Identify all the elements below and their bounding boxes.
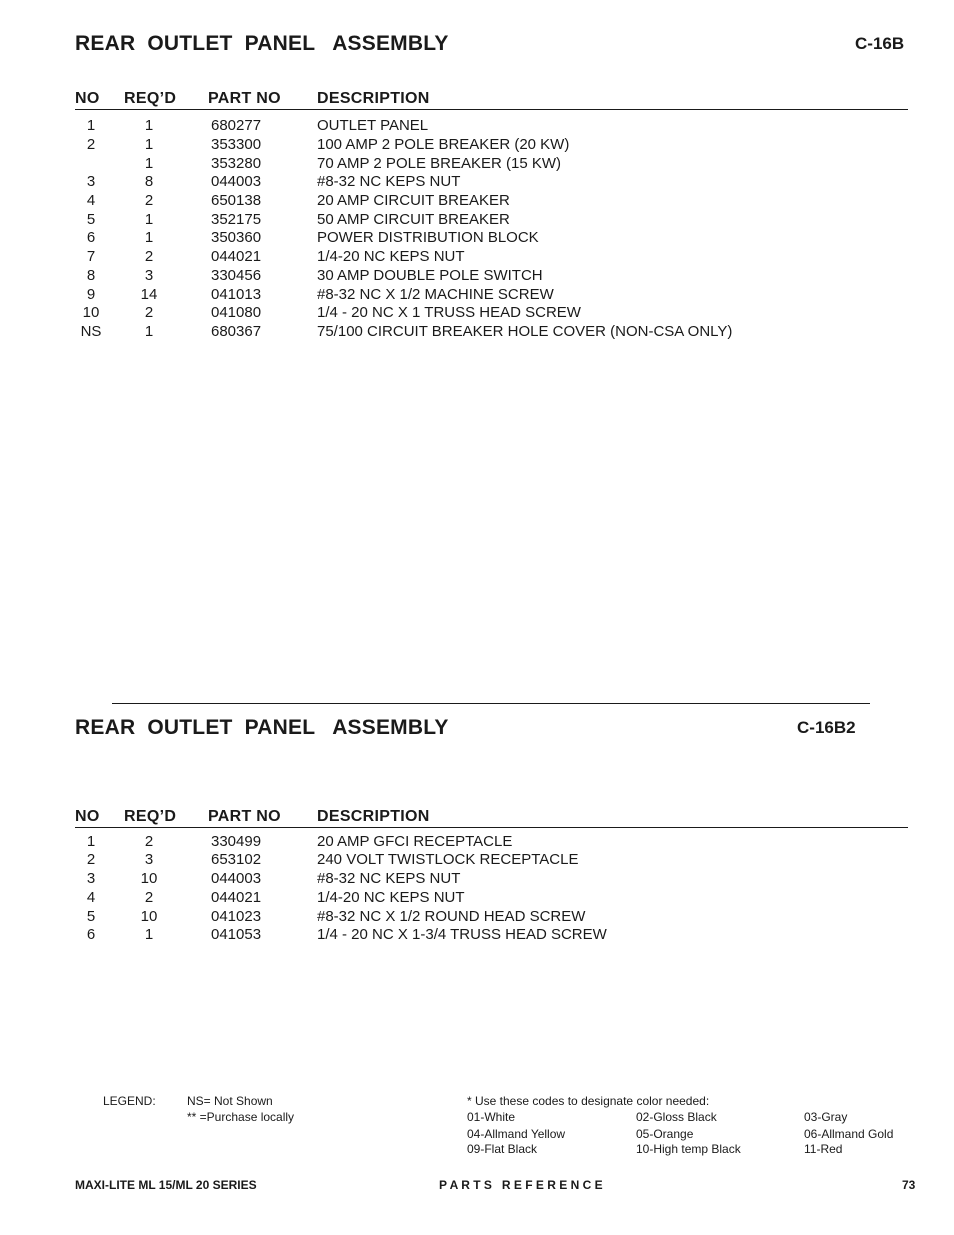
item-part-no: 680367 (211, 323, 262, 340)
item-no: 4 (86, 889, 96, 906)
item-part-no: 352175 (211, 211, 262, 228)
item-qty: 2 (144, 248, 154, 265)
item-part-no: 041080 (211, 304, 262, 321)
item-no: 8 (86, 267, 96, 284)
table-row (0, 211, 954, 230)
item-qty: 1 (144, 136, 154, 153)
table-row (0, 833, 954, 852)
table-row (0, 155, 954, 174)
legend-label: LEGEND: (103, 1094, 156, 1108)
color-code: 03-Gray (804, 1110, 848, 1124)
item-no: 1 (86, 833, 96, 850)
page-number: 73 (902, 1178, 916, 1192)
table-row (0, 229, 954, 248)
table-row (0, 192, 954, 211)
item-part-no: 044003 (211, 870, 262, 887)
item-description: 50 AMP CIRCUIT BREAKER (317, 211, 510, 228)
item-description: 70 AMP 2 POLE BREAKER (15 KW) (317, 155, 561, 172)
section2-code: C-16B2 (797, 718, 856, 737)
item-description: 1/4 - 20 NC X 1 TRUSS HEAD SCREW (317, 304, 581, 321)
item-part-no: 044021 (211, 248, 262, 265)
item-no: 3 (86, 870, 96, 887)
item-part-no: 330456 (211, 267, 262, 284)
table-row (0, 323, 954, 342)
table-row (0, 267, 954, 286)
color-code: 04-Allmand Yellow (467, 1127, 566, 1141)
header-part-no: PART NO (208, 808, 281, 825)
section-divider (112, 703, 870, 704)
item-qty: 1 (144, 117, 154, 134)
item-description: OUTLET PANEL (317, 117, 429, 134)
header-no: NO (75, 808, 100, 825)
item-description: 20 AMP GFCI RECEPTACLE (317, 833, 513, 850)
item-description: 20 AMP CIRCUIT BREAKER (317, 192, 510, 209)
color-code: 10-High temp Black (636, 1142, 741, 1156)
item-part-no: 041053 (211, 926, 262, 943)
color-code: 09-Flat Black (467, 1142, 538, 1156)
item-qty: 1 (144, 323, 154, 340)
footer-section: P A R T S R E F E R E N C E (439, 1178, 603, 1192)
item-description: 75/100 CIRCUIT BREAKER HOLE COVER (NON-CSA ONLY) (317, 323, 733, 340)
table-row (0, 304, 954, 323)
item-description: #8-32 NC KEPS NUT (317, 870, 461, 887)
item-no: 3 (86, 173, 96, 190)
table-row (0, 908, 954, 927)
item-description: 100 AMP 2 POLE BREAKER (20 KW) (317, 136, 570, 153)
item-no: 6 (86, 926, 96, 943)
item-description: 1/4-20 NC KEPS NUT (317, 248, 465, 265)
item-qty: 2 (144, 304, 154, 321)
item-qty: 10 (140, 908, 158, 925)
item-qty: 1 (144, 211, 154, 228)
section2-title: REAR OUTLET PANEL ASSEMBLY (75, 716, 449, 739)
footer-series: MAXI-LITE ML 15/ML 20 SERIES (75, 1178, 257, 1192)
item-part-no: 041013 (211, 286, 262, 303)
item-qty: 3 (144, 851, 154, 868)
section1-code: C-16B (855, 34, 905, 53)
item-description: 1/4-20 NC KEPS NUT (317, 889, 465, 906)
table-row (0, 851, 954, 870)
item-qty: 2 (144, 889, 154, 906)
item-no: 7 (86, 248, 96, 265)
table-row (0, 889, 954, 908)
item-qty: 2 (144, 833, 154, 850)
item-part-no: 353280 (211, 155, 262, 172)
item-no: 4 (86, 192, 96, 209)
item-qty: 10 (140, 870, 158, 887)
item-part-no: 680277 (211, 117, 262, 134)
header-no: NO (75, 90, 100, 107)
item-qty: 1 (144, 155, 154, 172)
header-rule (75, 827, 908, 828)
item-no: 9 (86, 286, 96, 303)
table-row (0, 286, 954, 305)
item-description: POWER DISTRIBUTION BLOCK (317, 229, 539, 246)
table-row (0, 248, 954, 267)
header-description: DESCRIPTION (317, 90, 430, 107)
item-part-no: 653102 (211, 851, 262, 868)
item-part-no: 350360 (211, 229, 262, 246)
table-row (0, 136, 954, 155)
table-row (0, 926, 954, 945)
header-description: DESCRIPTION (317, 808, 430, 825)
color-code: 06-Allmand Gold (804, 1127, 894, 1141)
item-no: 5 (86, 211, 96, 228)
item-qty: 1 (144, 229, 154, 246)
item-no: 1 (86, 117, 96, 134)
item-part-no: 044021 (211, 889, 262, 906)
header-reqd: REQ’D (124, 808, 177, 825)
item-no: 5 (86, 908, 96, 925)
legend-item: NS= Not Shown (187, 1094, 273, 1108)
item-description: #8-32 NC KEPS NUT (317, 173, 461, 190)
color-code: 01-White (467, 1110, 516, 1124)
item-part-no: 044003 (211, 173, 262, 190)
item-no: 2 (86, 851, 96, 868)
table-row (0, 173, 954, 192)
section1-title: REAR OUTLET PANEL ASSEMBLY (75, 32, 449, 55)
item-part-no: 330499 (211, 833, 262, 850)
item-qty: 14 (140, 286, 158, 303)
color-code: 11-Red (804, 1142, 843, 1156)
item-qty: 2 (144, 192, 154, 209)
item-no: 2 (86, 136, 96, 153)
item-qty: 8 (144, 173, 154, 190)
item-description: #8-32 NC X 1/2 ROUND HEAD SCREW (317, 908, 586, 925)
item-part-no: 041023 (211, 908, 262, 925)
item-description: 30 AMP DOUBLE POLE SWITCH (317, 267, 543, 284)
header-reqd: REQ’D (124, 90, 177, 107)
header-rule (75, 109, 908, 110)
item-qty: 3 (144, 267, 154, 284)
header-part-no: PART NO (208, 90, 281, 107)
color-code: 02-Gloss Black (636, 1110, 717, 1124)
item-part-no: 650138 (211, 192, 262, 209)
item-no: 6 (86, 229, 96, 246)
item-no: NS (80, 323, 102, 340)
item-part-no: 353300 (211, 136, 262, 153)
item-description: #8-32 NC X 1/2 MACHINE SCREW (317, 286, 554, 303)
item-no: 10 (82, 304, 100, 321)
color-code: 05-Orange (636, 1127, 694, 1141)
color-codes-note: * Use these codes to designate color needed: (467, 1094, 710, 1108)
item-description: 240 VOLT TWISTLOCK RECEPTACLE (317, 851, 579, 868)
item-description: 1/4 - 20 NC X 1-3/4 TRUSS HEAD SCREW (317, 926, 607, 943)
table-row (0, 870, 954, 889)
item-qty: 1 (144, 926, 154, 943)
table-row (0, 117, 954, 136)
legend-item: ** =Purchase locally (187, 1110, 295, 1124)
